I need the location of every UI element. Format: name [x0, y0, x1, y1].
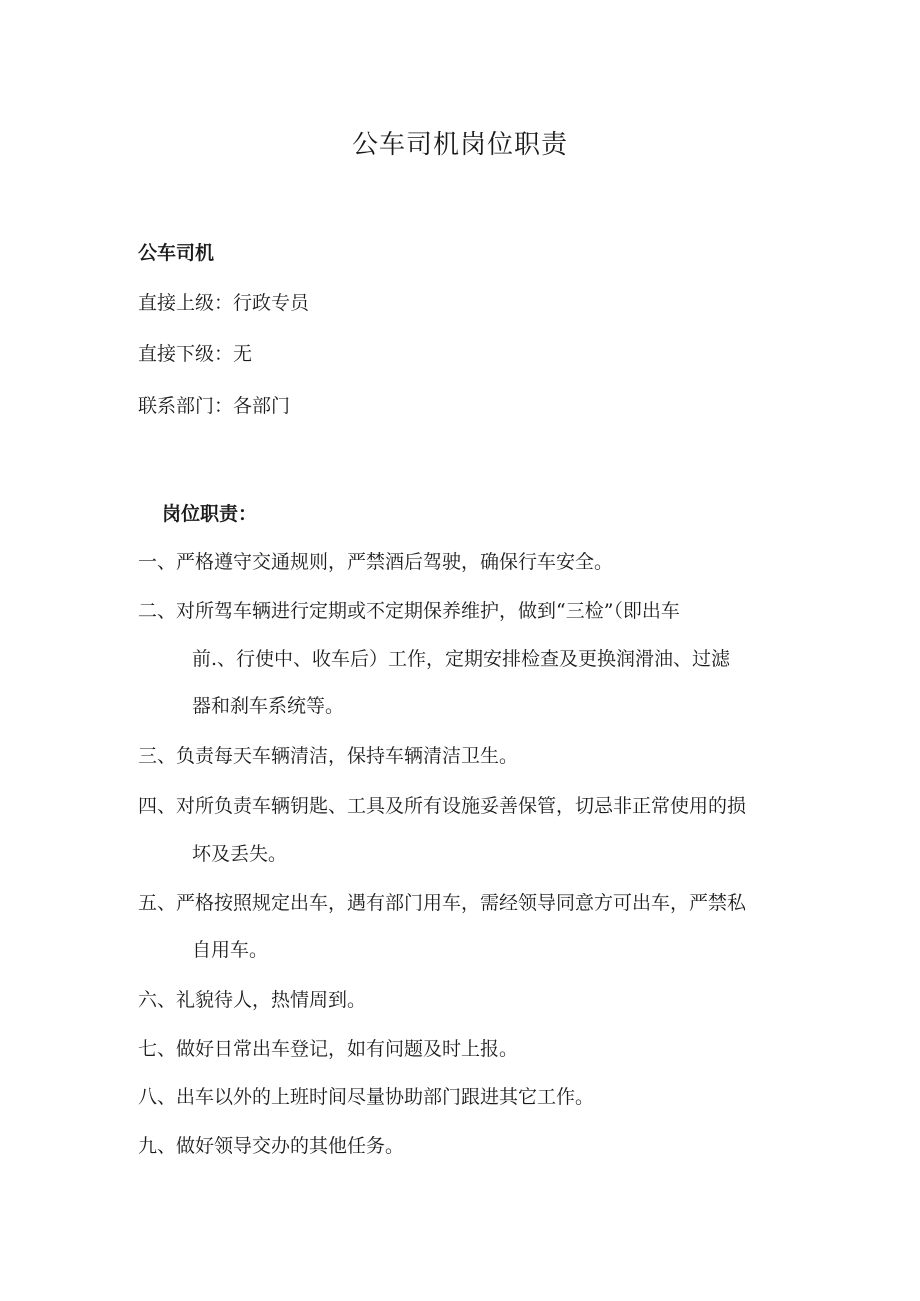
duty-item-5: 五、严格按照规定出车，遇有部门用车，需经领导同意方可出车，严禁私 [138, 892, 747, 914]
duty-item-6: 六、礼貌待人，热情周到。 [138, 989, 367, 1011]
duty-item-2-cont-2: 器和刹车系统等。 [192, 695, 345, 717]
duty-item-2: 二、对所驾车辆进行定期或不定期保养维护，做到“三检”（即出车 [138, 600, 680, 622]
duty-item-1: 一、严格遵守交通规则，严禁酒后驾驶，确保行车安全。 [138, 551, 614, 573]
contact-department: 联系部门：各部门 [138, 395, 291, 417]
duty-item-7: 七、做好日常出车登记，如有问题及时上报。 [138, 1038, 519, 1060]
duties-heading: 岗位职责： [162, 503, 258, 525]
duty-item-4: 四、对所负责车辆钥匙、工具及所有设施妥善保管，切忌非正常使用的损 [138, 795, 747, 817]
direct-subordinate: 直接下级：无 [138, 343, 253, 365]
duty-item-5-cont-1: 自用车。 [192, 939, 269, 961]
duty-item-3: 三、负责每天车辆清洁，保持车辆清洁卫生。 [138, 745, 519, 767]
duty-item-4-cont-1: 坏及丢失。 [192, 843, 288, 865]
position-name: 公车司机 [138, 242, 215, 264]
document-title: 公车司机岗位职责 [351, 130, 568, 160]
duty-item-2-cont-1: 前.、行使中、收车后）工作，定期安排检查及更换润滑油、过滤 [192, 648, 731, 670]
direct-superior: 直接上级：行政专员 [138, 292, 310, 314]
duty-item-8: 八、出车以外的上班时间尽量协助部门跟进其它工作。 [138, 1086, 595, 1108]
duty-item-9: 九、做好领导交办的其他任务。 [138, 1135, 405, 1157]
